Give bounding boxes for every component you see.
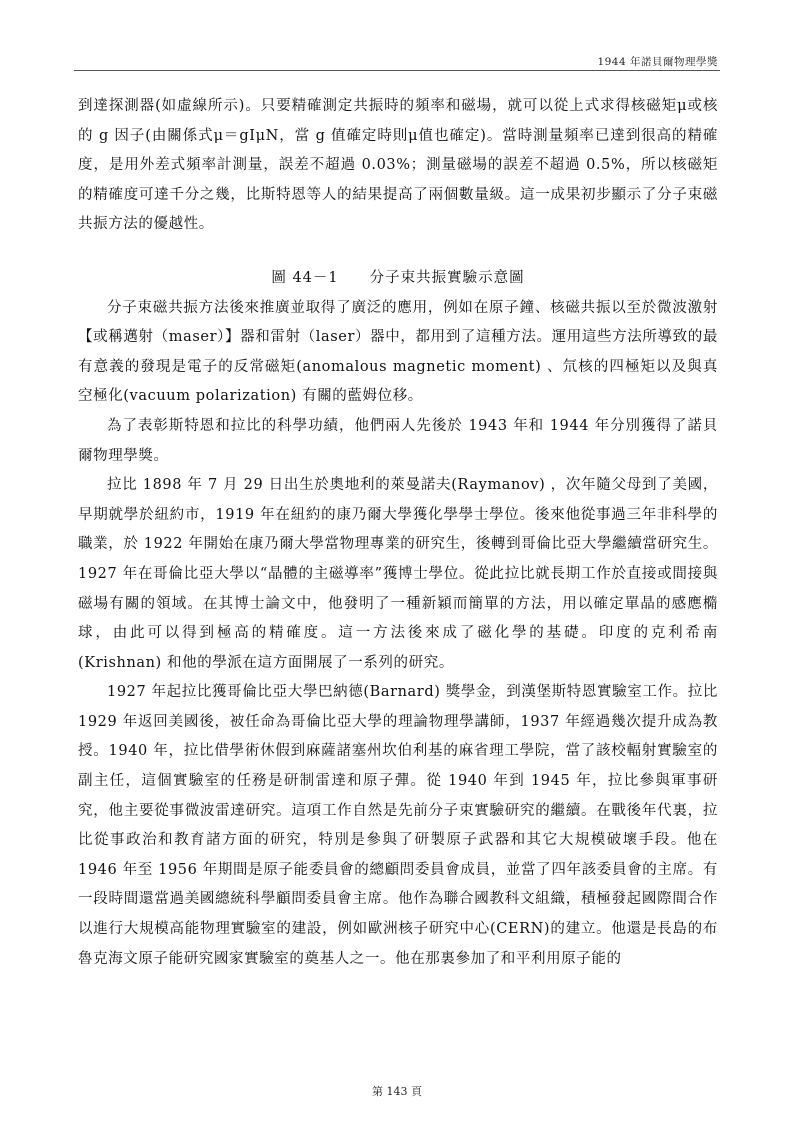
figure-caption: 圖 44－1 分子束共振實驗示意圖: [271, 269, 525, 286]
running-header: 1944 年諾貝爾物理學獎: [597, 56, 718, 68]
paragraph-4: 拉比 1898 年 7 月 29 日出生於奧地利的萊曼諾夫(Raymanov) ，次年隨父母到了美國，早期就學於紐約市，1919 年在紐約的康乃爾大學獲化學學士學位。後來他從事過三年非科學的職業，於 1922 年開始在康乃爾大學當物理專業的研究生，後轉到哥倫比亞大學繼續當研究生。1927 年在哥倫比亞大學以“晶體的主磁導率”獲博士學位。從此拉比就長期工作於直接或間接與磁場有關的領域。在其博士論文中，他發明了一種新穎而簡單的方法，用以確定單晶的感應橢球，由此可以得到極高的精確度。這一方法後來成了磁化學的基礎。印度的克利希南(Krishnan) 和他的學派在這方面開展了一系列的研究。: [78, 477, 718, 671]
paragraph-5: 1927 年起拉比獲哥倫比亞大學巴納德(Barnard) 獎學金，到漢堡斯特恩實驗室工作。拉比 1929 年返回美國後，被任命為哥倫比亞大學的理論物理學講師，1937 年經過幾次提升成為教授。1940 年，拉比借學術休假到麻薩諸塞州坎伯利基的麻省理工學院，當了該校輻射實驗室的副主任，這個實驗室的任務是研制雷達和原子彈。從 1940 年到 1945 年，拉比參與軍事研究，他主要從事微波雷達研究。這項工作自然是先前分子束實驗研究的繼續。在戰後年代裏，拉比從事政治和教育諸方面的研究，特別是參與了研製原子武器和其它大規模破壞手段。他在 1946 年至 1956 年期間是原子能委員會的總顧問委員會成員，並當了四年該委員會的主席。有一段時間還當過美國總統科學顧問委員會主席。他作為聯合國教科文組織，積極發起國際間合作以進行大規模高能物理實驗室的建設，例如歐洲核子研究中心(CERN)的建立。他還是長島的布魯克海文原子能研究國家實驗室的奠基人之一。他在那裏參加了和平利用原子能的: [78, 684, 718, 967]
paragraph-3: 為了表彰斯特恩和拉比的科學功績，他們兩人先後於 1943 年和 1944 年分別獲得了諾貝爾物理學獎。: [78, 417, 718, 464]
header-divider: [74, 70, 720, 71]
page-number: 第 143 頁: [372, 1085, 422, 1098]
body-text: [78, 92, 718, 974]
paragraph-2: 分子束磁共振方法後來推廣並取得了廣泛的應用，例如在原子鐘、核磁共振以至於微波激射【或稱邁射（maser）】器和雷射（laser）器中，都用到了這種方法。運用這些方法所導致的最有意義的發現是電子的反常磁矩(anomalous magnetic moment) 、氘核的四極矩以及與真空極化(vacuum polarization) 有關的藍姆位移。: [78, 299, 718, 405]
paragraph-1: 到達探測器(如虛線所示)。只要精確測定共振時的頻率和磁場，就可以從上式求得核磁矩μ或核的 g 因子(由關係式μ＝gIμN，當 g 值確定時則μ值也確定)。當時測量頻率已達到很高的精確度，是用外差式頻率計測量，誤差不超過 0.03%；測量磁場的誤差不超過 0.5%，所以核磁矩的精確度可達千分之幾，比斯特恩等人的結果提高了兩個數量級。這一成果初步顯示了分子束磁共振方法的優越性。: [78, 98, 718, 233]
